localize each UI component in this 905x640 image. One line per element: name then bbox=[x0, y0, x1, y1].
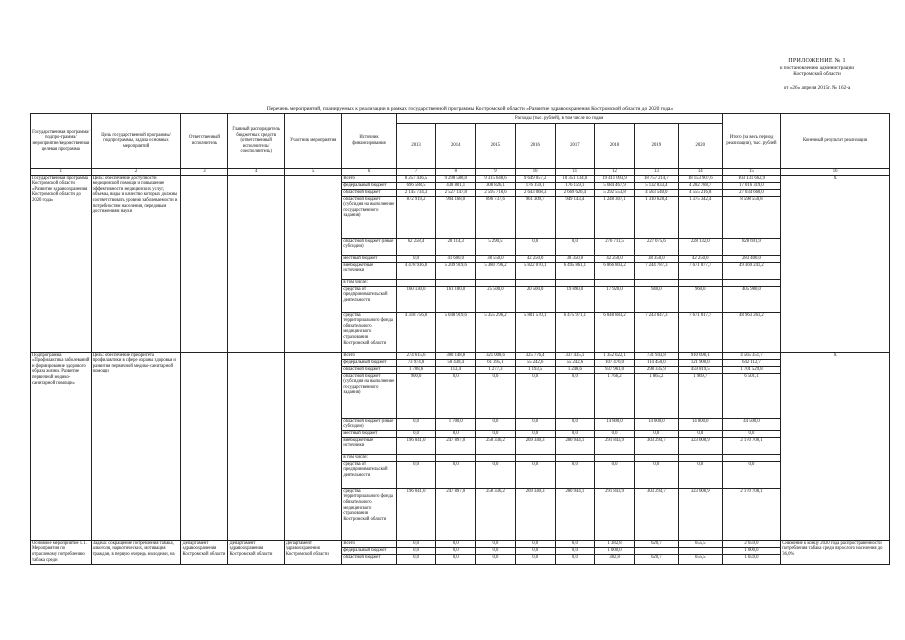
program-executor bbox=[181, 175, 228, 352]
measure-name: Основное мероприятие 1.1. Мероприятия по отраслевому потреблению табака среди bbox=[31, 540, 92, 564]
total-value: 1 000,0 bbox=[722, 547, 781, 554]
column-number: 10 bbox=[515, 169, 555, 176]
year-value: 0,0 bbox=[515, 554, 555, 564]
year-value: 19 411 093,9 bbox=[595, 175, 635, 182]
year-value: 910 698,1 bbox=[678, 352, 722, 359]
year-value: 2 669 620,4 bbox=[555, 189, 595, 196]
appendix-line: Костромской области bbox=[793, 71, 841, 78]
year-value: 5 355 296,2 bbox=[476, 312, 516, 352]
column-numbers-row bbox=[31, 169, 890, 176]
measure-participant: Департамент здравоохранения Костромской области bbox=[284, 540, 341, 564]
year-value: 2 145 734,3 bbox=[396, 189, 436, 196]
funding-source: областной бюджет bbox=[342, 189, 396, 196]
year-value: 10 351 134,0 bbox=[555, 175, 595, 182]
subprogram-participant bbox=[284, 352, 341, 540]
year-value: 0,0 bbox=[436, 554, 476, 564]
total-value bbox=[722, 279, 781, 286]
total-value: 642 112,7 bbox=[722, 359, 781, 366]
year-value: 4 282 788,7 bbox=[678, 182, 722, 189]
measure-goal: Задача: сокращение потребления табака, алкоголя, наркотических, мотивация граждан, в первую очередь молодежи, на bbox=[91, 540, 181, 564]
year-value: 176 159,1 bbox=[515, 182, 555, 189]
funding-source: внебюджетные источники bbox=[342, 262, 396, 279]
year-value: 7 243 847,3 bbox=[634, 312, 678, 352]
funding-source: средства территориального фонда обязательного медицинского страхования Костромской области bbox=[342, 312, 396, 352]
year-value: 303 294,7 bbox=[634, 437, 678, 454]
year-value: 121 900,0 bbox=[678, 359, 722, 366]
year-value bbox=[678, 454, 722, 461]
year-value: 41 600,0 bbox=[436, 255, 476, 262]
year-value: 308 826,1 bbox=[476, 182, 516, 189]
funding-source: в том числе: bbox=[342, 279, 396, 286]
year-value: 38 350,0 bbox=[634, 255, 678, 262]
program-name: Государственная программа Костромской области «Развитие здравоохранения Костромской области до 2020 года» bbox=[31, 175, 92, 352]
year-value: 5 132 833,4 bbox=[634, 182, 678, 189]
year-value bbox=[555, 279, 595, 286]
year-value: 0,0 bbox=[396, 418, 436, 430]
year-value: 0,0 bbox=[436, 547, 476, 554]
year-value: 4 318 756,0 bbox=[396, 312, 436, 352]
year-value: 1 375 342,4 bbox=[678, 196, 722, 238]
column-number: 16 bbox=[781, 169, 890, 176]
year-value: 42 250,0 bbox=[515, 255, 555, 262]
total-value: 2 170 708,1 bbox=[722, 488, 781, 540]
year-value: 160 130,0 bbox=[396, 286, 436, 312]
year-value: 0,0 bbox=[634, 430, 678, 437]
year-value: 0,0 bbox=[555, 461, 595, 488]
year-value: 107 470,0 bbox=[595, 359, 635, 366]
subprogram-budget-manager bbox=[228, 352, 284, 540]
year-value: 42 250,0 bbox=[678, 255, 722, 262]
year-value bbox=[476, 279, 516, 286]
year-value: 25 500,0 bbox=[476, 286, 516, 312]
year-value: 0,0 bbox=[515, 547, 555, 554]
year-value bbox=[634, 454, 678, 461]
year-value: 323 008,9 bbox=[678, 437, 722, 454]
total-value: 1 701 529,8 bbox=[722, 366, 781, 373]
year-value: 17 920,0 bbox=[595, 286, 635, 312]
year-value: 937 961,0 bbox=[595, 366, 635, 373]
year-value: 247 897,0 bbox=[436, 437, 476, 454]
year-value: 1 708,6 bbox=[396, 366, 436, 373]
year-value: 0,0 bbox=[476, 547, 516, 554]
year-value: 62 258,4 bbox=[396, 238, 436, 255]
year-value: 0,0 bbox=[515, 540, 555, 547]
column-number: 9 bbox=[476, 169, 516, 176]
year-value: 7 671 077,7 bbox=[678, 262, 722, 279]
program-goal: Цель: обеспечение доступности медицинской помощи и повышение эффективности медицинских услуг, объемы, виды и качество которых должны соответствовать уровню заболеваемости и потребностям населения, передовым достижениям науки bbox=[91, 175, 181, 352]
total-value: 4 565 351,7 bbox=[722, 352, 781, 359]
year-value: 0,0 bbox=[396, 430, 436, 437]
year-value: 269 340,3 bbox=[515, 488, 555, 540]
year-value: 323 008,9 bbox=[678, 488, 722, 540]
year-value: 8 257 436,5 bbox=[396, 175, 436, 182]
year-value: 0,0 bbox=[476, 461, 516, 488]
measure-executor: Департамент здравоохранения Костромской области bbox=[181, 540, 228, 564]
document-title: Перечень мероприятий, планируемых к реализации в рамках государственной программы Костромской области «Развитие здравоохранения Костромской области до 2020 года» bbox=[266, 106, 674, 112]
year-value: 303 294,7 bbox=[634, 488, 678, 540]
year-value: 276 711,5 bbox=[595, 238, 635, 255]
year-value: 0,0 bbox=[555, 540, 595, 547]
header-year: 2015 bbox=[476, 124, 516, 169]
total-value: 828 691,9 bbox=[722, 238, 781, 255]
year-value: 0,0 bbox=[396, 554, 436, 564]
year-value: 38 350,0 bbox=[555, 255, 595, 262]
column-number: 13 bbox=[634, 169, 678, 176]
year-value: 0,0 bbox=[515, 430, 555, 437]
year-value bbox=[555, 454, 595, 461]
year-value: 1 248 307,1 bbox=[595, 196, 635, 238]
year-value: 0,0 bbox=[476, 554, 516, 564]
year-value: 459 819,5 bbox=[678, 366, 722, 373]
year-value: 0,0 bbox=[515, 238, 555, 255]
column-number: 4 bbox=[228, 169, 284, 176]
program-result: X bbox=[781, 175, 890, 352]
column-number: 1 bbox=[31, 169, 92, 176]
total-value: 1 659,0 bbox=[722, 554, 781, 564]
year-value: 9 315 648,6 bbox=[476, 175, 516, 182]
year-value bbox=[396, 279, 436, 286]
year-value: 0,0 bbox=[476, 373, 516, 418]
year-value: 949 143,4 bbox=[555, 196, 595, 238]
table-row bbox=[31, 175, 890, 182]
year-value: 5 380 796,2 bbox=[476, 262, 516, 279]
year-value: 2 643 068,3 bbox=[515, 189, 555, 196]
year-value: 1 865,2 bbox=[634, 373, 678, 418]
year-value: 2 595 718,6 bbox=[476, 189, 516, 196]
year-value: 14 000,0 bbox=[634, 418, 678, 430]
year-value: 1 310 628,4 bbox=[634, 196, 678, 238]
year-value: 0,0 bbox=[476, 540, 516, 547]
funding-source: Всего bbox=[342, 352, 396, 359]
year-value: 42 250,0 bbox=[595, 255, 635, 262]
year-value: 5 801 570,1 bbox=[515, 312, 555, 352]
year-value: 1 766,2 bbox=[595, 373, 635, 418]
year-value: 0,0 bbox=[396, 540, 436, 547]
year-value: 321 008,6 bbox=[476, 352, 516, 359]
year-value: 0,0 bbox=[595, 430, 635, 437]
total-value: 8 598 550,8 bbox=[722, 196, 781, 238]
year-value: 258 336,2 bbox=[476, 437, 516, 454]
year-value: 28 114,3 bbox=[436, 238, 476, 255]
year-value: 20 500,0 bbox=[515, 286, 555, 312]
year-value bbox=[436, 454, 476, 461]
year-value: 0,0 bbox=[634, 461, 678, 488]
column-number: 2 bbox=[91, 169, 181, 176]
year-value: 55 242,6 bbox=[515, 359, 555, 366]
year-value: 18 757 214,7 bbox=[634, 175, 678, 182]
measure-budget-manager: Департамент здравоохранения Костромской области bbox=[228, 540, 284, 564]
year-value bbox=[396, 454, 436, 461]
header-program: Государственная программа/подпро-грамма/мероприятие/ведомственная целевая программа bbox=[31, 114, 92, 169]
year-value bbox=[595, 279, 635, 286]
year-value: 620,7 bbox=[634, 554, 678, 564]
funding-source: областной бюджет (иные субсидии) bbox=[342, 238, 396, 255]
year-value bbox=[634, 547, 678, 554]
year-value: 872 919,2 bbox=[396, 196, 436, 238]
year-value: 9 298 580,8 bbox=[436, 175, 476, 182]
year-value: 114 450,0 bbox=[634, 359, 678, 366]
year-value: 696 588,5 bbox=[396, 182, 436, 189]
subprogram-goal: Цель: обеспечение приоритета профилактики в сфере охраны здоровья и развития первичной медико-санитарной помощи bbox=[91, 352, 181, 540]
year-value: 1 248,6 bbox=[555, 366, 595, 373]
total-value: 27 034 660,0 bbox=[722, 189, 781, 196]
year-value: 19 890,0 bbox=[555, 286, 595, 312]
funding-source: местный бюджет bbox=[342, 430, 396, 437]
funding-source: областной бюджет (субсидия на выполнение государственного задания) bbox=[342, 373, 396, 418]
appendix-title: ПРИЛОЖЕНИЕ № 1 bbox=[788, 58, 846, 64]
header-budget-manager: Главный распорядитель бюджетных средств (ответственный исполнитель/соисполнитель) bbox=[228, 114, 284, 169]
year-value: 291 843,9 bbox=[595, 437, 635, 454]
funding-source: федеральный бюджет bbox=[342, 547, 396, 554]
year-value: 6 848 883,2 bbox=[595, 312, 635, 352]
header-year: 2016 bbox=[515, 124, 555, 169]
year-value: 5 048 919,6 bbox=[436, 312, 476, 352]
year-value: 0,0 bbox=[436, 373, 476, 418]
year-value: 2 527 147,8 bbox=[436, 189, 476, 196]
year-value: 5 684 467,9 bbox=[595, 182, 635, 189]
subprogram-executor bbox=[181, 352, 228, 540]
year-value: 382,8 bbox=[595, 554, 635, 564]
column-number: 12 bbox=[595, 169, 635, 176]
header-participant: Участник мероприятия bbox=[284, 114, 341, 169]
year-value: 5 290,5 bbox=[476, 238, 516, 255]
year-value: 438 801,1 bbox=[436, 182, 476, 189]
appendix-date: от «26» апреля 2015г. № 162-а bbox=[783, 84, 851, 91]
header-result: Конечный результат реализации bbox=[781, 114, 890, 169]
total-value bbox=[722, 454, 781, 461]
year-value: 0,0 bbox=[476, 430, 516, 437]
year-value: 655,5 bbox=[678, 540, 722, 547]
year-value: 196 041,0 bbox=[396, 437, 436, 454]
year-value: 291 843,9 bbox=[595, 488, 635, 540]
program-budget-manager bbox=[228, 175, 284, 352]
table-row bbox=[31, 540, 890, 547]
year-value: 4 555 216,8 bbox=[678, 189, 722, 196]
table-row bbox=[31, 352, 890, 359]
total-value: 49 369 241,2 bbox=[722, 262, 781, 279]
year-value: 896 737,6 bbox=[476, 196, 516, 238]
total-value: 17 016 319,0 bbox=[722, 182, 781, 189]
year-value: 731 943,8 bbox=[634, 352, 678, 359]
year-value: 274 615,6 bbox=[396, 352, 436, 359]
header-year: 2013 bbox=[396, 124, 436, 169]
total-value: 0,0 bbox=[722, 430, 781, 437]
total-value: 0,0 bbox=[722, 461, 781, 488]
year-value: 1 352 622,1 bbox=[595, 352, 635, 359]
year-value: 0,0 bbox=[555, 373, 595, 418]
year-value: 61 395,1 bbox=[476, 359, 516, 366]
year-value bbox=[678, 547, 722, 554]
year-value: 5 822 070,1 bbox=[515, 262, 555, 279]
header-expenses: Расходы (тыс. рублей), в том числе по годам bbox=[396, 114, 722, 124]
year-value: 0,0 bbox=[396, 547, 436, 554]
year-value: 0,0 bbox=[515, 373, 555, 418]
year-value: 247 897,0 bbox=[436, 488, 476, 540]
year-value: 994 168,0 bbox=[436, 196, 476, 238]
year-value: 6 475 971,1 bbox=[555, 312, 595, 352]
funding-source: федеральный бюджет bbox=[342, 359, 396, 366]
year-value: 0,0 bbox=[555, 238, 595, 255]
year-value: 227 075,6 bbox=[634, 238, 678, 255]
year-value: 14 800,0 bbox=[595, 418, 635, 430]
measures-table bbox=[30, 113, 890, 565]
year-value: 6 866 803,2 bbox=[595, 262, 635, 279]
year-value: 269 340,3 bbox=[515, 437, 555, 454]
funding-source: средства от предпринимательской деятельности bbox=[342, 286, 396, 312]
total-value: 6 501,1 bbox=[722, 373, 781, 418]
year-value: 0,0 bbox=[436, 461, 476, 488]
year-value: 0,0 bbox=[476, 418, 516, 430]
funding-source: областной бюджет (субсидия на выполнение государственного задания) bbox=[342, 196, 396, 238]
subprogram-result: X bbox=[781, 352, 890, 540]
year-value bbox=[678, 279, 722, 286]
year-value: 228 132,0 bbox=[678, 238, 722, 255]
header-funding-source: Источник финансирования bbox=[342, 114, 396, 169]
measure-result: Снижение к концу 2020 года распространенности потребления табака среди взрослого населения до 36,0% bbox=[781, 540, 890, 564]
header-executor: Ответственный исполнитель bbox=[181, 114, 228, 169]
year-value: 73 974,8 bbox=[396, 359, 436, 366]
funding-source: средства территориального фонда обязательного медицинского страхования Костромской области bbox=[342, 488, 396, 540]
header-total: Итого (за весь период реализации), тыс. рублей bbox=[722, 114, 781, 169]
year-value: 1 000,0 bbox=[595, 547, 635, 554]
column-number: 8 bbox=[436, 169, 476, 176]
year-value: 1 382,8 bbox=[595, 540, 635, 547]
year-value: 0,0 bbox=[436, 430, 476, 437]
year-value: 0,0 bbox=[595, 461, 635, 488]
header-year: 2018 bbox=[595, 124, 635, 169]
year-value: 0,0 bbox=[396, 255, 436, 262]
funding-source: областной бюджет (иные субсидии) bbox=[342, 418, 396, 430]
total-value: 283 400,0 bbox=[722, 255, 781, 262]
header-goal: Цель государственной программы/подпрограммы, задача основных мероприятий bbox=[91, 114, 181, 169]
column-number: 11 bbox=[555, 169, 595, 176]
year-value: 0,0 bbox=[678, 430, 722, 437]
funding-source: Всего bbox=[342, 175, 396, 182]
funding-source: областной бюджет bbox=[342, 554, 396, 564]
year-value bbox=[476, 454, 516, 461]
year-value: 161 100,0 bbox=[436, 286, 476, 312]
year-value: 1 700,0 bbox=[436, 418, 476, 430]
year-value: 900,0 bbox=[396, 373, 436, 418]
year-value: 280 944,1 bbox=[555, 437, 595, 454]
column-number: 5 bbox=[284, 169, 341, 176]
year-value: 0,0 bbox=[555, 554, 595, 564]
year-value: 0,0 bbox=[678, 461, 722, 488]
year-value: 113,4 bbox=[436, 366, 476, 373]
year-value: 258 336,2 bbox=[476, 488, 516, 540]
year-value: 7 671 017,7 bbox=[678, 312, 722, 352]
funding-source: местный бюджет bbox=[342, 255, 396, 262]
year-value: 18 153 907,6 bbox=[678, 175, 722, 182]
year-value: 1 193,5 bbox=[515, 366, 555, 373]
column-number: 6 bbox=[342, 169, 396, 176]
year-value: 0,0 bbox=[396, 461, 436, 488]
total-value: 405 980,0 bbox=[722, 286, 781, 312]
year-value: 55 242,6 bbox=[555, 359, 595, 366]
year-value: 5 292 553,8 bbox=[595, 189, 635, 196]
header-year: 2014 bbox=[436, 124, 476, 169]
year-value bbox=[515, 454, 555, 461]
year-value: 300 148,8 bbox=[436, 352, 476, 359]
year-value: 6 495 861,1 bbox=[555, 262, 595, 279]
funding-source: Всего bbox=[342, 540, 396, 547]
year-value: 655,5 bbox=[678, 554, 722, 564]
column-number: 15 bbox=[722, 169, 781, 176]
year-value: 0,0 bbox=[555, 430, 595, 437]
year-value: 196 041,0 bbox=[396, 488, 436, 540]
total-value: 2 170 708,1 bbox=[722, 437, 781, 454]
appendix-block bbox=[742, 58, 892, 91]
year-value: 0,0 bbox=[515, 461, 555, 488]
year-value: 4 583 540,0 bbox=[634, 189, 678, 196]
year-value: 4 478 936,0 bbox=[396, 262, 436, 279]
year-value: 337 435,1 bbox=[555, 352, 595, 359]
column-number: 14 bbox=[678, 169, 722, 176]
year-value: 325 776,4 bbox=[515, 352, 555, 359]
year-value: 38 550,0 bbox=[476, 255, 516, 262]
year-value: 7 244 787,3 bbox=[634, 262, 678, 279]
total-value: 48 963 261,2 bbox=[722, 312, 781, 352]
column-number: 7 bbox=[396, 169, 436, 176]
year-value bbox=[634, 279, 678, 286]
header-year: 2017 bbox=[555, 124, 595, 169]
subprogram-name: Подпрограмма «Профилактика заболеваний и формирование здорового образа жизни. Развитие первичной медико-санитарной помощи» bbox=[31, 352, 92, 540]
total-value: 44 500,0 bbox=[722, 418, 781, 430]
year-value: 280 944,1 bbox=[555, 488, 595, 540]
year-value: 940,0 bbox=[634, 286, 678, 312]
year-value: 0,0 bbox=[515, 418, 555, 430]
year-value: 0,0 bbox=[555, 547, 595, 554]
year-value bbox=[436, 279, 476, 286]
year-value: 0,0 bbox=[436, 540, 476, 547]
year-value: 5 209 919,6 bbox=[436, 262, 476, 279]
funding-source: средства от предпринимательской деятельности bbox=[342, 461, 396, 488]
year-value bbox=[515, 279, 555, 286]
year-value: 0,0 bbox=[555, 418, 595, 430]
year-value: 176 159,1 bbox=[555, 182, 595, 189]
total-value: 103 131 662,9 bbox=[722, 175, 781, 182]
year-value: 9 649 057,2 bbox=[515, 175, 555, 182]
program-participant bbox=[284, 175, 341, 352]
header-year: 2019 bbox=[634, 124, 678, 169]
year-value: 1 277,3 bbox=[476, 366, 516, 373]
year-value: 1 969,7 bbox=[678, 373, 722, 418]
appendix-line: к постановлению администрации bbox=[779, 64, 855, 71]
year-value: 14 000,0 bbox=[678, 418, 722, 430]
column-number: 3 bbox=[181, 169, 228, 176]
funding-source: областной бюджет bbox=[342, 366, 396, 373]
funding-source: федеральный бюджет bbox=[342, 182, 396, 189]
year-value: 620,7 bbox=[634, 540, 678, 547]
year-value bbox=[595, 454, 635, 461]
year-value: 961 309,7 bbox=[515, 196, 555, 238]
year-value: 298 335,9 bbox=[634, 366, 678, 373]
year-value: 50 438,4 bbox=[436, 359, 476, 366]
year-value: 960,0 bbox=[678, 286, 722, 312]
funding-source: в том числе: bbox=[342, 454, 396, 461]
total-value: 2 659,0 bbox=[722, 540, 781, 547]
funding-source: внебюджетные источники bbox=[342, 437, 396, 454]
header-year: 2020 bbox=[678, 124, 722, 169]
